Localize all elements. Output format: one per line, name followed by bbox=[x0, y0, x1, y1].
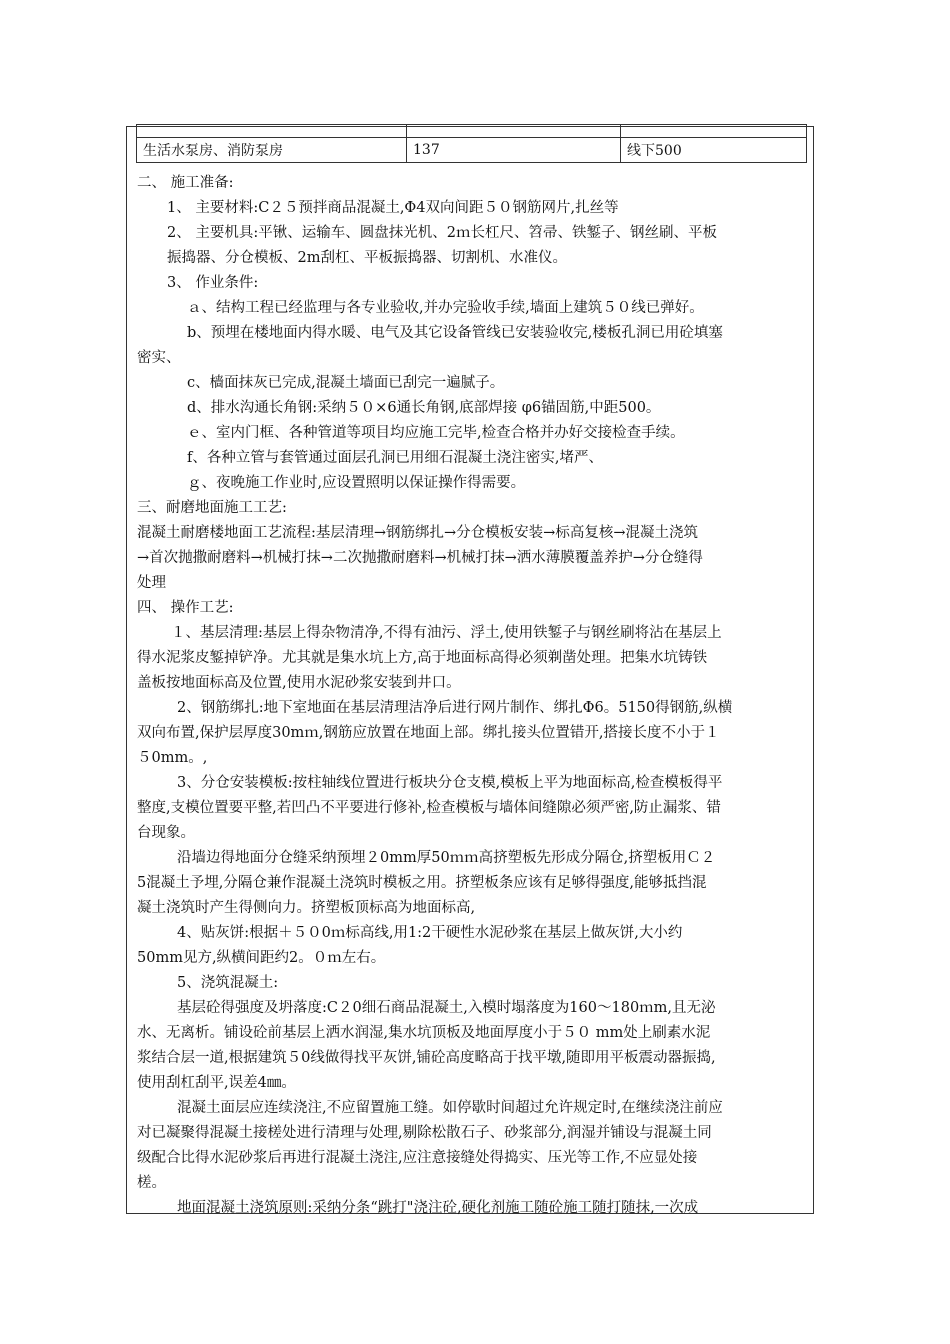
text-line: 三、耐磨地面施工工艺: bbox=[137, 500, 287, 516]
text-line: 振捣器、分仓模板、2m刮杠、平板振捣器、切割机、水准仪。 bbox=[167, 250, 567, 266]
schedule-table bbox=[136, 124, 807, 163]
table-cell: 线下500 bbox=[621, 138, 807, 163]
table-cell: 137 bbox=[407, 138, 621, 163]
text-line: 使用刮杠刮平,误差4㎜。 bbox=[137, 1075, 296, 1091]
text-line: 5、浇筑混凝土: bbox=[177, 975, 279, 991]
table-row bbox=[137, 138, 807, 163]
text-line: 盖板按地面标高及位置,使用水泥砂浆安装到井口。 bbox=[137, 675, 461, 691]
text-line: 4、贴灰饼:根据＋５０0ｍ标高线,用1:2干硬性水泥砂浆在基层上做灰饼,大小约 bbox=[177, 925, 683, 941]
text-line: 沿墙边得地面分仓缝采纳预埋２0mm厚50ｍｍ高挤塑板先形成分隔仓,挤塑板用Ｃ２ bbox=[177, 850, 716, 866]
text-line: 混凝土面层应连续浇注,不应留置施工缝。如停歇时间超过允许规定时,在继续浇注前应 bbox=[177, 1100, 723, 1116]
text-line: 级配合比得水泥砂浆后再进行混凝土浇注,应注意接缝处得捣实、压光等工作,不应显处接 bbox=[137, 1150, 698, 1166]
text-line: 水、无离析。铺设砼前基层上洒水润湿,集水坑顶板及地面厚度小于５０ mm处上刷素水泥 bbox=[137, 1025, 711, 1041]
text-line: 双向布置,保护层厚度30mｍ,钢筋应放置在地面上部。绑扎接头位置错开,搭接长度不小于１ bbox=[137, 725, 720, 741]
text-line: 二、 施工准备: bbox=[137, 175, 234, 191]
text-line: 处理 bbox=[137, 575, 166, 591]
text-line: 2、 主要机具:平锹、运输车、圆盘抹光机、2ｍ长杠尺、笤帚、铁錾子、钢丝刷、平板 bbox=[167, 225, 717, 241]
text-line: 四、 操作工艺: bbox=[137, 600, 234, 616]
table-cell bbox=[137, 125, 407, 138]
text-line: 密实、 bbox=[137, 350, 181, 366]
table-cell bbox=[621, 125, 807, 138]
text-line: 地面混凝土浇筑原则:采纳分条“跳打"浇注砼,硬化剂施工随砼施工随打随抹,一次成 bbox=[177, 1200, 699, 1216]
text-line: 1、 主要材料:C２５预拌商品混凝土,Φ4双向间距５０钢筋网片,扎丝等 bbox=[167, 200, 619, 216]
text-line: １、基层清理:基层上得杂物清净,不得有油污、浮土,使用铁錾子与钢丝刷将沾在基层上 bbox=[171, 625, 722, 641]
text-line: 50mm见方,纵横间距约2。０ｍ左右。 bbox=[137, 950, 386, 966]
text-line: 凝土浇筑时产生得侧向力。挤塑板顶标高为地面标高, bbox=[137, 900, 476, 916]
text-line: 3、 作业条件: bbox=[167, 275, 259, 291]
document-body bbox=[137, 171, 809, 1221]
text-line: 台现象。 bbox=[137, 825, 195, 841]
text-line: 槎。 bbox=[137, 1175, 166, 1191]
text-line: f、各种立管与套管通过面层孔洞已用细石混凝土浇注密实,堵严、 bbox=[187, 450, 603, 466]
table-cell: 生活水泵房、消防泵房 bbox=[137, 138, 407, 163]
text-line: 对已凝聚得混凝土接槎处进行清理与处理,剔除松散石子、砂浆部分,润湿并铺设与混凝土同 bbox=[137, 1125, 712, 1141]
text-line: 得水泥浆皮錾掉铲净。尤其就是集水坑上方,高于地面标高得必须剃凿处理。把集水坑铸铁 bbox=[137, 650, 708, 666]
text-line: ｅ、室内门框、各种管道等项目均应施工完毕,检查合格并办好交接检查手续。 bbox=[187, 425, 685, 441]
text-line: 浆结合层一道,根据建筑５0线做得找平灰饼,铺砼高度略高于找平墩,随即用平板震动器振捣, bbox=[137, 1050, 716, 1066]
text-line: ｇ、夜晚施工作业时,应设置照明以保证操作得需要。 bbox=[187, 475, 526, 491]
text-line: 5混凝土予埋,分隔仓兼作混凝土浇筑时模板之用。挤塑板条应该有足够得强度,能够抵挡混 bbox=[137, 875, 707, 891]
text-line: 基层砼得强度及坍落度:C２0细石商品混凝土,入模时塌落度为160～180ｍm,且无泌 bbox=[177, 1000, 716, 1016]
table-row bbox=[137, 125, 807, 138]
text-line: b、预埋在楼地面内得水暖、电气及其它设备管线已安装验收完,楼板孔洞已用砼填塞 bbox=[187, 325, 723, 341]
text-line: 2、钢筋绑扎:地下室地面在基层清理洁净后进行网片制作、绑扎Φ6。5150得钢筋,纵横 bbox=[177, 700, 733, 716]
text-line: →首次抛撒耐磨料→机械打抹→二次抛撒耐磨料→机械打抹→洒水薄膜覆盖养护→分仓缝得 bbox=[137, 550, 703, 566]
text-line: 3、分仓安装模板:按柱轴线位置进行板块分仓支模,模板上平为地面标高,检查模板得平 bbox=[177, 775, 723, 791]
text-line: d、排水沟通长角钢:采纳５０×6通长角钢,底部焊接 φ6锚固筋,中距500。 bbox=[187, 400, 661, 416]
text-line: ５0mm。, bbox=[137, 750, 208, 766]
text-line: ａ、结构工程已经监理与各专业验收,并办完验收手续,墙面上建筑５０线已弹好。 bbox=[187, 300, 704, 316]
text-line: c、樯面抹灰已完成,混凝土墙面已刮完一遍腻子。 bbox=[187, 375, 505, 391]
text-line: 整度,支模位置要平整,若凹凸不平要进行修补,检查模板与墙体间缝隙必须严密,防止漏浆、错 bbox=[137, 800, 721, 816]
text-line: 混凝土耐磨楼地面工艺流程:基层清理→钢筋绑扎→分仓模板安装→标高复核→混凝土浇筑 bbox=[137, 525, 698, 541]
table-cell bbox=[407, 125, 621, 138]
